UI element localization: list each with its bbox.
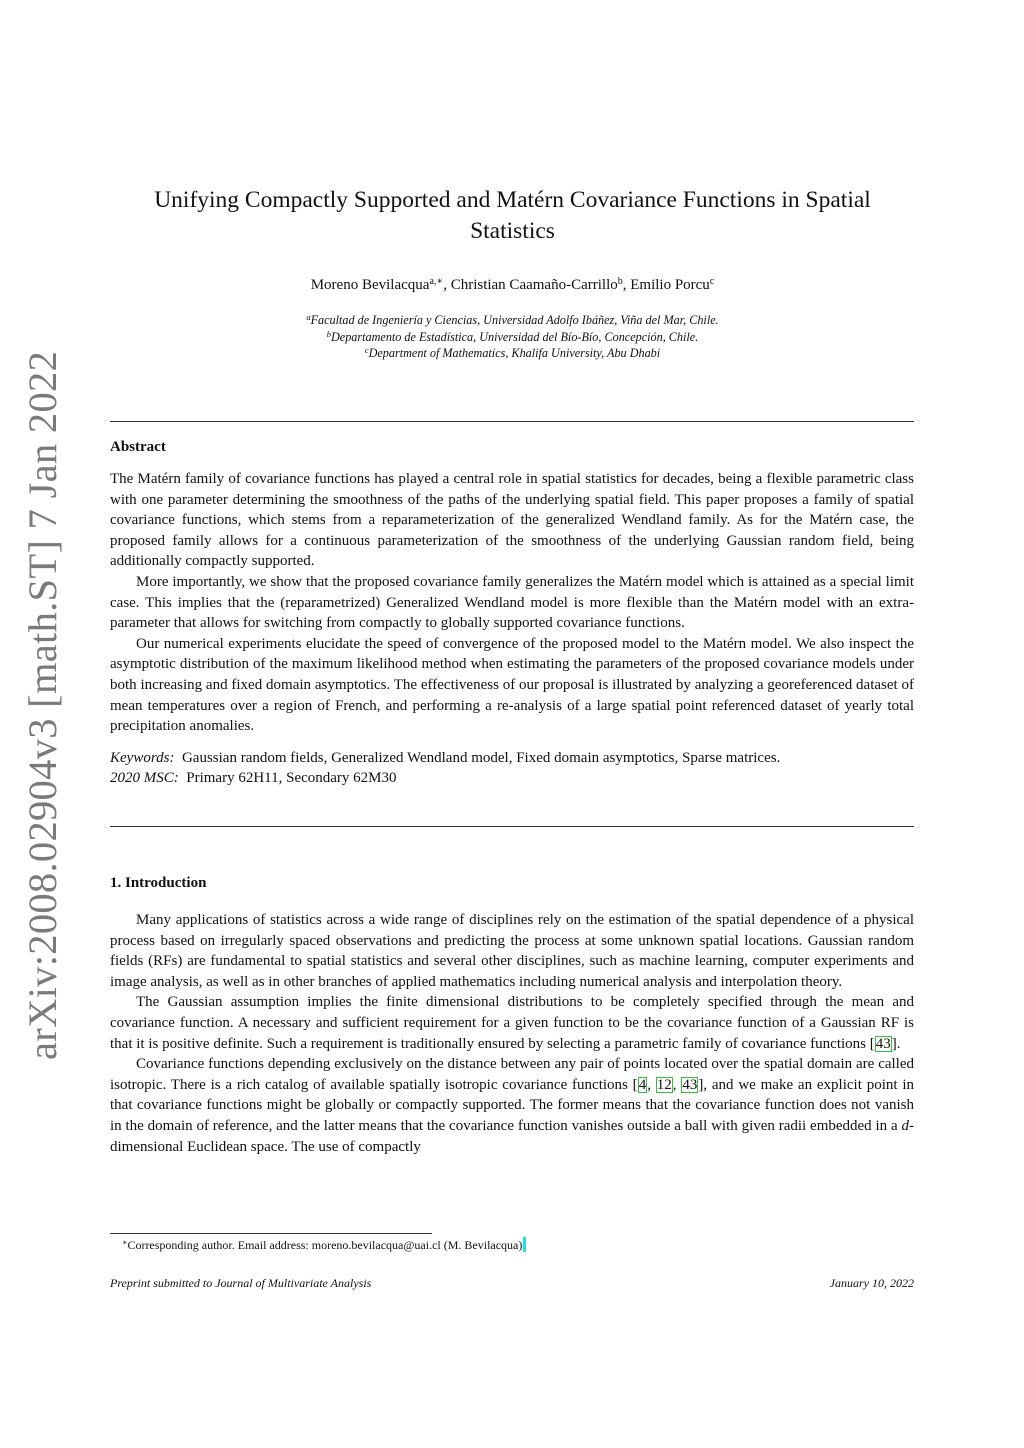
introduction-body [110,910,914,1157]
citation-link[interactable]: 43 [682,1076,698,1093]
affiliation-a: $^a$Facultad de Ingeniería y Ciencias, Universidad Adolfo Ibáñez, Viña del Mar, Chile. [306,312,719,327]
author-name: Emilio Porcu [630,277,710,293]
author-affil-mark: b [617,276,623,287]
msc-codes: 2020 MSC: Primary 62H11, Secondary 62M30 [110,770,397,787]
author-affil-mark: c [709,276,715,287]
intro-paragraph: The Gaussian assumption implies the finite dimensional distributions to be completely specified through the mean and covariance function. A necessary and sufficient requirement for a given function to be the covariance function of a Gaussian RF is that it is positive definite. Such a requirement is traditionally ensured by selecting a parametric family of covariance functions [43]. [110,994,914,1052]
citation-link[interactable]: 12 [656,1076,672,1093]
affiliations [112,312,913,362]
arxiv-identifier: arXiv:2008.02904v3 [math.ST] 7 Jan 2022 [20,350,65,1060]
abstract-body [110,469,914,789]
abstract-bottom-rule [110,826,914,827]
affiliation-c: $^c$Department of Mathematics, Khalifa University, Abu Dhabi [364,345,661,360]
citation-link[interactable]: 43 [875,1035,891,1052]
affiliation-b: $^b$Departamento de Estadística, Universidad del Bío-Bío, Concepción, Chile. [326,328,699,344]
abstract-paragraph: More importantly, we show that the proposed covariance family generalizes the Matérn model which is attained as a special limit case. This implies that the (reparametrized) Generalized Wendland model is more flexible than the Matérn model with an extra-parameter that allows for switching from compactly to globally supported covariance functions. [110,573,914,632]
abstract-heading: Abstract [110,439,166,455]
footnote-link-marker[interactable] [523,1237,526,1252]
date-footer: January 10, 2022 [829,1276,914,1290]
author-affil-mark: a,∗ [429,276,444,287]
author-name: Christian Caamaño-Carrillo [450,277,618,293]
citation-link[interactable]: 4 [638,1076,647,1093]
intro-paragraph: Many applications of statistics across a wide range of disciplines rely on the estimation of the spatial dependence of a physical process based on irregularly spaced observations and predicting the process at some unknown spatial locations. Gaussian random fields (RFs) are fundamental to spatial statistics and several other disciplines, such as machine learning, computer experiments and image analysis, as well as in other branches of applied mathematics including numerical analysis and interpolation theory. [110,912,914,990]
author-name: Moreno Bevilacqua [310,277,430,293]
abstract-paragraph: The Matérn family of covariance functions has played a central role in spatial statistics for decades, being a flexible parametric class with one parameter determining the smoothness of the paths of the underlying spatial field. This paper proposes a family of spatial covariance functions, which stems from a reparameterization of the generalized Wendland family. As for the Matérn case, the proposed family allows for a continuous parameterization of the smoothness of the underlying Gaussian random field, being additionally compactly supported. [110,471,914,570]
footnote-rule [110,1233,432,1234]
intro-paragraph: Covariance functions depending exclusively on the distance between any pair of points located over the spatial domain are called isotropic. There is a rich catalog of available spatially isotropic covariance functions [4, 12, 43], and we make an explicit point in that covariance functions might be globally or compactly supported. The former means that the covariance function does not vanish in the domain of reference, and the latter means that the covariance function vanishes outside a ball with given radii embedded in a d-dimensional Euclidean space. The use of compactly [110,1056,915,1155]
author-list: Moreno Bevilacqua$^{a,∗}$, Christian Caamaño-Carrillo$^b$, Emilio Porcu$^c$ [310,276,715,293]
paper-title: Unifying Compactly Supported and Matérn Covariance Functions in Spatial Statistics [154,187,871,244]
section-heading-introduction: 1. Introduction [110,875,207,891]
footnote: ∗Corresponding author. Email address: moreno.bevilacqua@uai.cl (M. Bevilacqua) [122,1237,526,1253]
keywords: Keywords: Gaussian random fields, Generalized Wendland model, Fixed domain asymptotics, Sparse matrices. [110,749,781,766]
abstract-paragraph: Our numerical experiments elucidate the speed of convergence of the proposed model to the Matérn model. We also inspect the asymptotic distribution of the maximum likelihood method when estimating the parameters of the proposed covariance models under both increasing and fixed domain asymptotics. The effectiveness of our proposal is illustrated by analyzing a georeferenced dataset of mean temperatures over a region of French, and performing a re-analysis of a large spatial point referenced dataset of yearly total precipitation anomalies. [110,635,914,735]
journal-footer: Preprint submitted to Journal of Multivariate Analysis [110,1276,372,1290]
abstract-top-rule [110,421,914,422]
